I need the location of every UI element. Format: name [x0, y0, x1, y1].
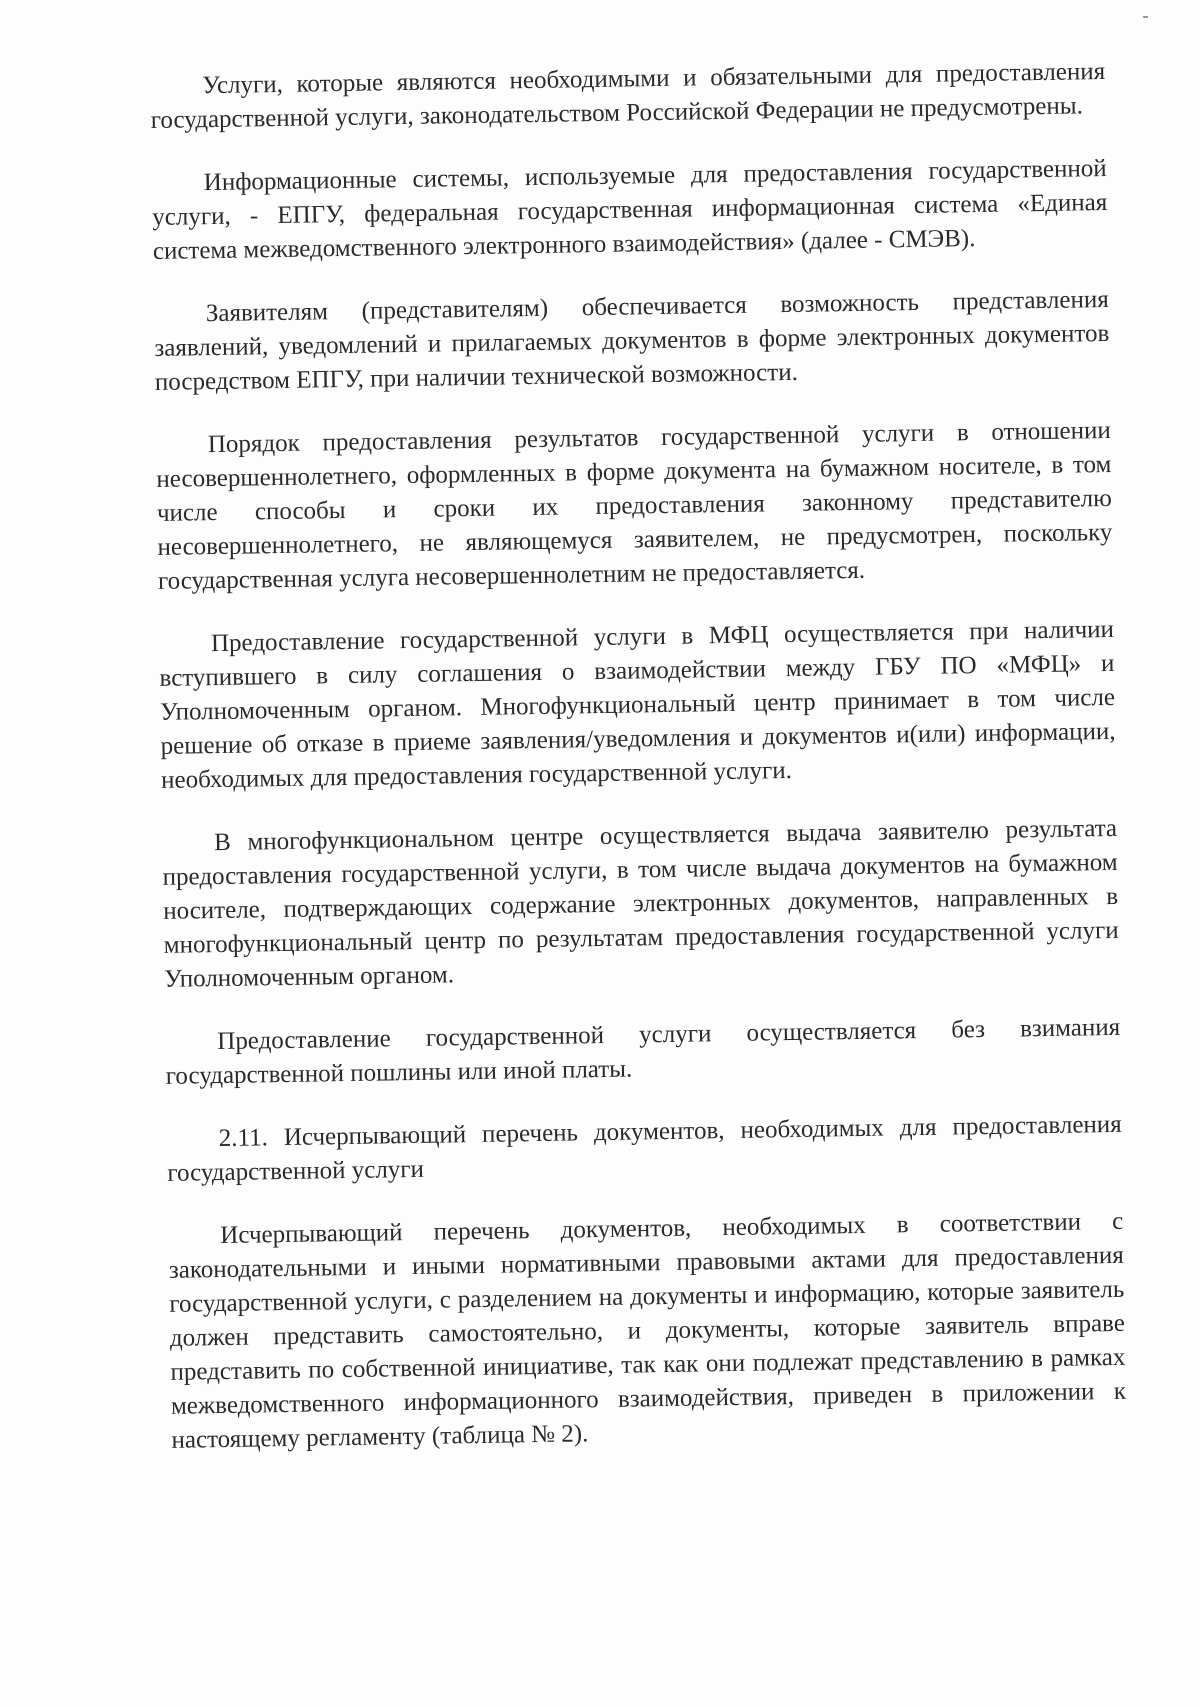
paragraph-required-services: Услуги, которые являются необходимыми и обязательными для предоставления государственной услуги, законодательством Российской Федерации не предусмотрены.	[150, 57, 1106, 134]
paragraph-mfc-issuance: В многофункциональном центре осуществляется выдача заявителю результата предоставления государственной услуги, в том числе выдача документов на бумажном носителе, подтверждающих содержание электронных документов, направленных в многофункциональный центр по результатам предоставления государственной услуги Уполномоченным органом.	[162, 814, 1119, 993]
paragraph-mfc-agreement: Предоставление государственной услуги в МФЦ осуществляется при наличии вступившего в силу соглашения о взаимодействии между ГБУ ПО «МФЦ» и Уполномоченным органом. Многофункциональный центр принимает в том числе решение об отказе в приеме заявления/уведомления и документов и(или) информации, необходимых для предоставления государственной услуги.	[159, 615, 1116, 794]
scan-speck	[1143, 16, 1148, 18]
paragraph-documents-list: Исчерпывающий перечень документов, необходимых в соответствии с законодательными и иными нормативными правовыми актами для предоставления государственной услуги, с разделением на документы и информацию, которые заявитель должен представить самостоятельно, и документы, которые заявитель вправе представить по собственной инициативе, так как они подлежат представлению в рамках межведомственного информационного взаимодействия, приведен в приложении к настоящему регламенту (таблица № 2).	[168, 1207, 1127, 1454]
document-body	[150, 55, 1127, 1487]
paragraph-information-systems: Информационные системы, используемые для предоставления государственной услуги, - ЕПГУ, федеральная государственная информационная система «Единая система межведомственного электронного взаимодействия» (далее - СМЭВ).	[152, 154, 1108, 265]
paragraph-minors: Порядок предоставления результатов государственной услуги в отношении несовершеннолетнего, оформленных в форме документа на бумажном носителе, в том числе способы и сроки их предоставления законному представителю несовершеннолетнего, не являющемуся заявителем, не предусмотрен, поскольку государственная услуга несовершеннолетним не предоставляется.	[156, 416, 1113, 595]
paragraph-electronic-submission: Заявителям (представителям) обеспечивается возможность представления заявлений, уведомлений и прилагаемых документов в форме электронных документов посредством ЕПГУ, при наличии технической возможности.	[154, 285, 1110, 396]
section-heading-2-11: 2.11. Исчерпывающий перечень документов, необходимых для предоставления государственной услуги	[167, 1110, 1122, 1187]
paragraph-no-fee: Предоставление государственной услуги осуществляется без взимания государственной пошлины или иной платы.	[165, 1013, 1121, 1090]
